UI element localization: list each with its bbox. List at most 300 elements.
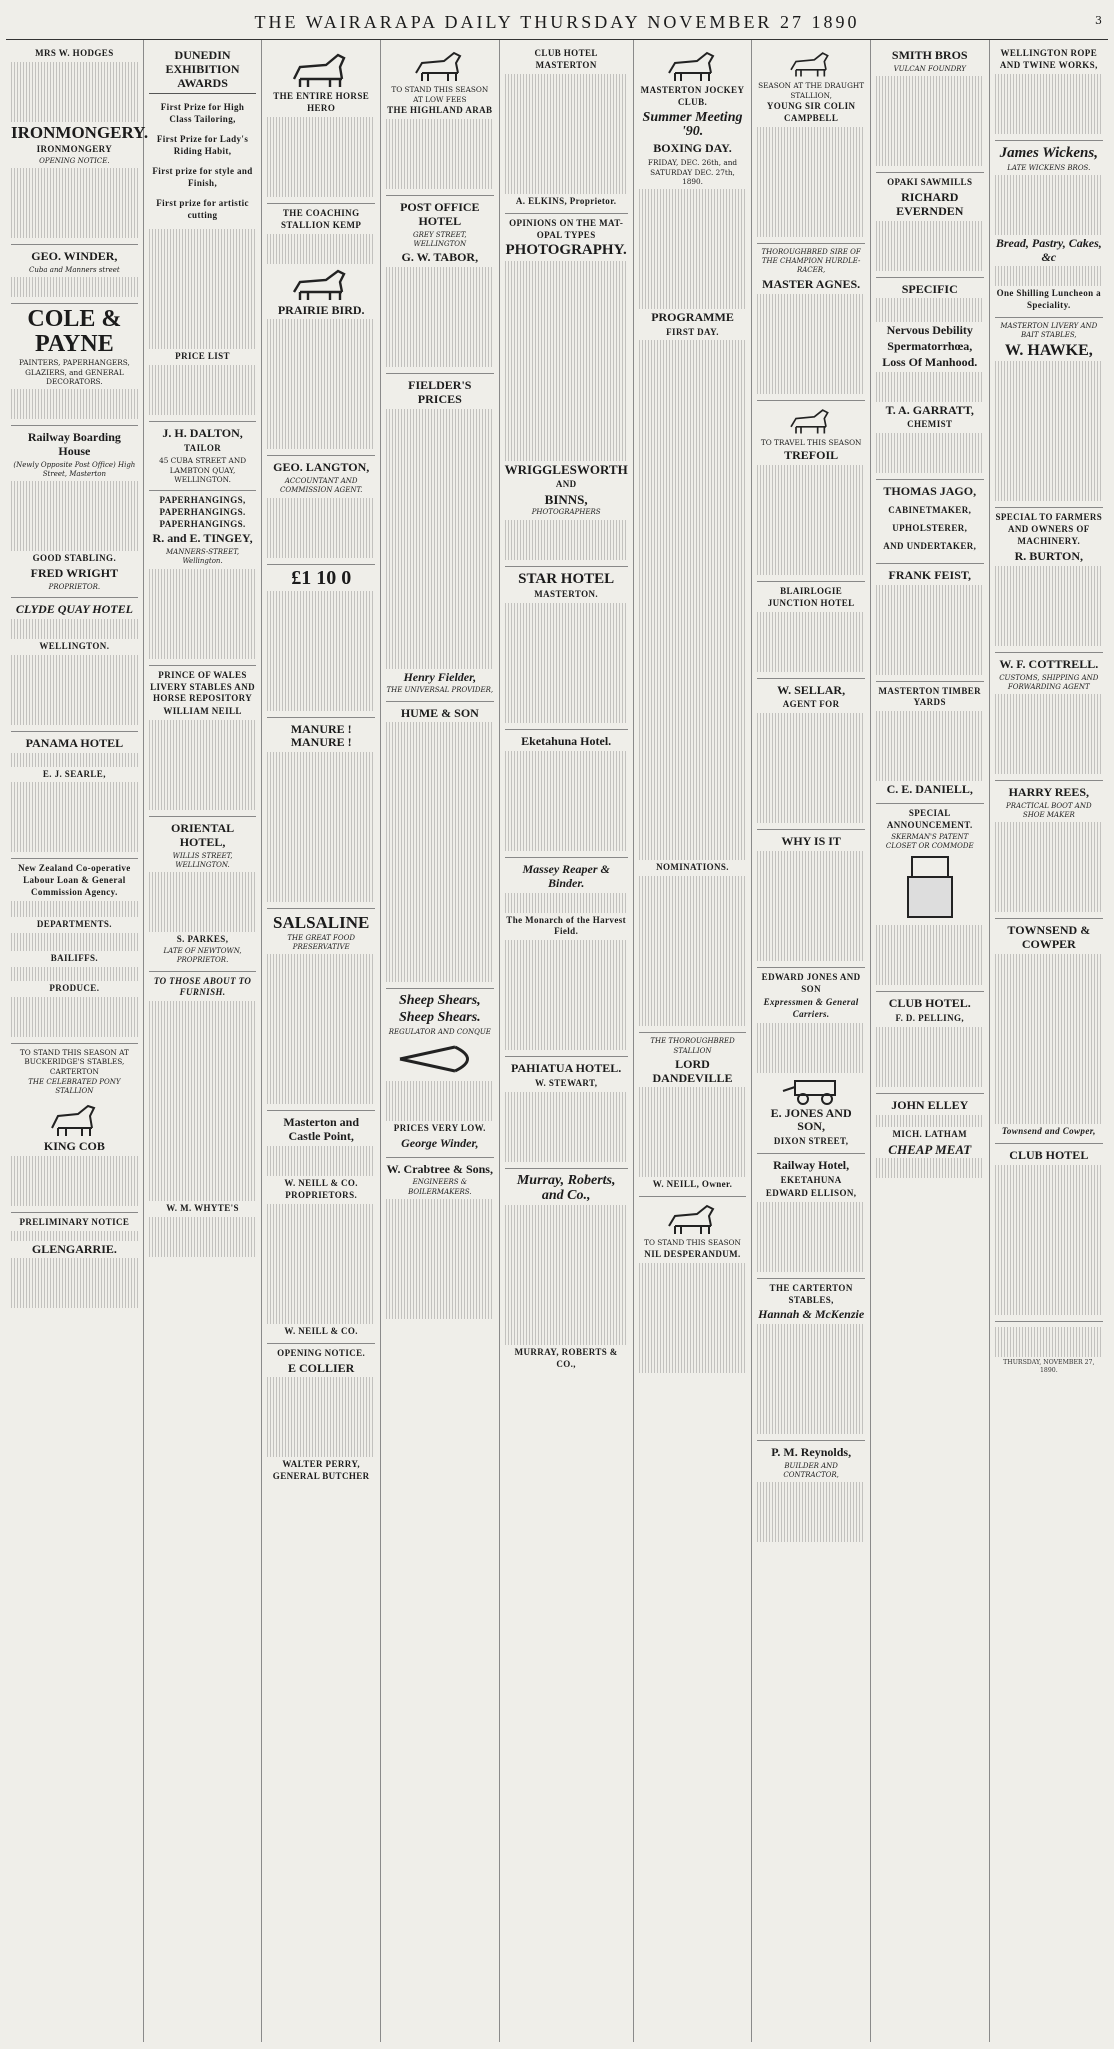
ad-crabtree — [386, 1158, 494, 1325]
award-line: First prize for style and Finish, — [152, 165, 253, 188]
ad-owner: G. W. TABOR, — [401, 250, 479, 265]
text-block — [267, 1146, 375, 1176]
text-block — [639, 189, 747, 309]
ad-subtitle: AGENT FOR — [782, 699, 840, 710]
ad-owner: George Winder, — [401, 1135, 479, 1150]
text-block — [11, 62, 138, 122]
text-block — [11, 619, 138, 639]
horse-illustration — [267, 49, 375, 89]
ad-title: NIL DESPERANDUM. — [644, 1248, 741, 1259]
text-block — [386, 267, 494, 367]
text-block — [995, 266, 1103, 286]
ad-subtitle: MANNERS-STREET, Wellington. — [166, 548, 240, 566]
ad-subtitle-2: PROPRIETOR. — [48, 582, 101, 591]
ad-subtitle: W. NEILL & CO. PROPRIETORS. — [284, 1178, 358, 1200]
page-number: 3 — [1095, 14, 1102, 27]
ad-title: FRANK FEIST, — [888, 567, 971, 582]
text-block — [757, 1324, 865, 1434]
ad-club-pelling — [876, 992, 984, 1094]
ad-owner: S. PARKES, — [176, 934, 229, 945]
text-block — [11, 481, 138, 551]
ad-subtitle: WILLIAM NEILL — [163, 706, 242, 717]
ad-subtitle: WILLIS STREET, WELLINGTON. — [172, 851, 233, 870]
ad-why — [757, 830, 865, 968]
ad-subtitle: BOXING DAY. — [653, 141, 732, 156]
ad-heading: TO TRAVEL THIS SEASON — [760, 437, 862, 447]
ad-title: ORIENTAL HOTEL, — [171, 821, 235, 849]
ad-star — [505, 567, 628, 731]
text-block — [995, 1327, 1103, 1357]
horse-illustration — [639, 49, 747, 83]
ad-owner: WRIGGLESWORTH — [504, 462, 628, 478]
horse-illustration — [386, 49, 494, 83]
text-block — [757, 294, 865, 394]
text-block — [639, 876, 747, 1026]
ad-title: LORD DANDEVILLE — [652, 1056, 733, 1085]
text-block — [757, 612, 865, 672]
ad-panama — [11, 732, 138, 860]
ad-timber — [876, 682, 984, 805]
text-block — [149, 1217, 257, 1257]
ad-heading: TO STAND THIS SEASON AT LOW FEES — [391, 85, 489, 104]
text-block — [876, 433, 984, 473]
ad-langton — [267, 456, 375, 564]
text-block — [757, 851, 865, 961]
ad-subtitle: CHEMIST — [907, 419, 953, 430]
ad-sellar — [757, 679, 865, 831]
ad-title: W. F. COTTRELL. — [999, 656, 1099, 671]
ad-title: SPECIFIC — [901, 281, 958, 296]
ad-note: PRICES VERY LOW. — [393, 1123, 486, 1134]
ad-rees — [995, 781, 1103, 919]
ad-title: STAR HOTEL — [518, 570, 615, 587]
ad-reynolds — [757, 1441, 865, 1548]
ad-furnish — [149, 972, 257, 1264]
ad-heading: OPINIONS ON THE MAT-OPAL TYPES — [509, 217, 624, 240]
text-block — [505, 893, 628, 913]
text-block — [757, 1202, 865, 1272]
ad-jones — [757, 968, 865, 1154]
text-block — [267, 234, 375, 264]
text-block — [876, 711, 984, 781]
ad-collier — [267, 1344, 375, 1488]
ad-title: HARRY REES, — [1008, 785, 1090, 800]
ad-smith — [876, 44, 984, 173]
ad-subtitle: LATE WICKENS BROS. — [1007, 163, 1091, 172]
ad-line: Loss Of Manhood. — [882, 354, 978, 369]
cart-illustration — [757, 1075, 865, 1105]
ad-club-hotel — [995, 1144, 1103, 1322]
ad-burton — [995, 508, 1103, 652]
ad-winder — [11, 245, 138, 304]
ad-elley — [876, 1094, 984, 1184]
ad-address: DIXON STREET, — [773, 1136, 849, 1147]
text-block — [386, 409, 494, 669]
text-block — [876, 585, 984, 675]
text-block — [11, 933, 138, 951]
masthead-title: THE WAIRARAPA DAILY THURSDAY NOVEMBER 27 1890 — [254, 12, 860, 32]
ad-title: Massey Reaper & Binder. — [522, 861, 610, 890]
ad-ropes — [995, 44, 1103, 141]
text-block — [11, 753, 138, 767]
ad-title: SALSALINE — [273, 913, 370, 933]
column-2 — [144, 40, 263, 2042]
ad-feist — [876, 564, 984, 682]
ad-trefoil — [757, 401, 865, 582]
ad-title: THE ENTIRE HORSE HERO — [273, 91, 370, 113]
ad-subtitle: THE CELEBRATED PONY STALLION — [28, 1077, 121, 1095]
ad-title: IRONMONGERY. — [11, 122, 149, 142]
text-block — [876, 221, 984, 271]
ad-heading: MRS W. HODGES — [35, 48, 114, 58]
ad-title: R. BURTON, — [1014, 548, 1083, 563]
ad-title: WHY IS IT — [781, 834, 841, 849]
ad-note: OPENING NOTICE. — [39, 156, 110, 165]
ad-subtitle: PRACTICAL BOOT AND SHOE MAKER — [1006, 801, 1092, 820]
text-block — [639, 1263, 747, 1373]
ad-title: THOMAS JAGO, — [883, 484, 977, 499]
ad-specific — [876, 278, 984, 481]
ad-clyde — [11, 598, 138, 732]
ad-sheep-shears — [386, 989, 494, 1157]
horse-illustration — [11, 1098, 138, 1138]
ad-subtitle: The Monarch of the Harvest Field. — [506, 914, 627, 937]
text-block — [995, 566, 1103, 646]
ad-owner-2: BINNS, — [544, 491, 588, 507]
ad-title: PHOTOGRAPHY. — [505, 242, 627, 259]
column-1 — [6, 40, 149, 2042]
text-block — [757, 127, 865, 237]
text-block — [11, 655, 138, 725]
ad-note: One Shilling Luncheon a Speciality. — [996, 288, 1102, 311]
programme-nominations: NOMINATIONS. — [656, 862, 729, 873]
horse-illustration — [267, 266, 375, 302]
text-block — [505, 603, 628, 723]
award-line: First Prize for Lady's Riding Habit, — [156, 134, 249, 157]
text-block — [995, 361, 1103, 501]
ad-title: FIELDER'S PRICES — [408, 377, 472, 406]
text-block — [11, 389, 138, 419]
ad-tingey — [149, 491, 257, 666]
ad-heading: TO STAND THIS SEASON AT BUCKERIDGE'S STABLES, CARTERTON — [19, 1047, 129, 1076]
ad-owner: T. A. GARRATT, — [885, 402, 974, 417]
text-block — [267, 1377, 375, 1457]
commode-illustration — [876, 853, 984, 923]
ad-subtitle: THE GREAT FOOD PRESERVATIVE — [287, 934, 355, 952]
ad-murray — [505, 1169, 628, 1376]
ad-title: KING COB — [43, 1139, 105, 1154]
text-block — [876, 1027, 984, 1087]
text-block — [757, 1023, 865, 1073]
shears-illustration — [386, 1039, 494, 1079]
text-block — [149, 365, 257, 415]
ad-owner-sub: THE UNIVERSAL PROVIDER, — [386, 686, 494, 695]
text-block — [11, 782, 138, 852]
text-block — [11, 277, 138, 297]
text-block — [876, 1158, 984, 1178]
text-block — [639, 1087, 747, 1177]
ad-owner: RICHARD EVERNDEN — [896, 189, 964, 218]
text-block — [11, 168, 138, 238]
ad-title: BLAIRLOGIE JUNCTION HOTEL — [767, 585, 855, 608]
ad-opaki — [876, 173, 984, 277]
ad-title: E COLLIER — [288, 1360, 355, 1375]
text-block — [505, 1092, 628, 1162]
ad-title: Eketahuna Hotel. — [521, 734, 612, 749]
programme-title: PROGRAMME — [651, 309, 734, 324]
ad-line: CABINETMAKER, — [888, 505, 972, 516]
ad-title: TOWNSEND & COWPER — [1007, 923, 1091, 952]
text-block — [876, 76, 984, 166]
horse-illustration — [757, 49, 865, 79]
ad-title: Summer Meeting '90. — [642, 109, 743, 140]
text-block — [267, 752, 375, 902]
ad-title: W. HAWKE, — [1004, 341, 1093, 359]
masthead — [6, 6, 1108, 40]
text-block — [149, 872, 257, 932]
ad-owner: EDWARD ELLISON, — [765, 1187, 857, 1198]
ad-owner: W. NEILL & CO. — [284, 1325, 358, 1336]
text-block — [505, 751, 628, 851]
text-block — [149, 569, 257, 659]
ad-address: 45 CUBA STREET AND LAMBTON QUAY, WELLINGTON. — [159, 455, 247, 485]
ad-subtitle: REGULATOR AND CONQUE — [388, 1027, 491, 1036]
ad-subtitle: PAINTERS, PAPERHANGERS, GLAZIERS, and GENERAL DECORATORS. — [18, 358, 130, 387]
ad-title: W. Crabtree & Sons, — [386, 1161, 493, 1176]
ad-club — [505, 44, 628, 214]
ad-owner-sub: LATE OF NEWTOWN, PROPRIETOR. — [163, 947, 242, 965]
text-block — [11, 1231, 138, 1241]
ad-title: THE COACHING STALLION KEMP — [281, 207, 362, 230]
ad-title-2: FRED WRIGHT — [30, 566, 119, 581]
ad-subtitle: Expressmen & General Carriers. — [763, 996, 859, 1019]
ad-heading: MASTERTON JOCKEY CLUB. — [640, 85, 745, 107]
text-block — [757, 713, 865, 823]
ad-note: GOOD STABLING. — [32, 553, 117, 564]
ad-title: CLUB HOTEL — [1009, 1147, 1089, 1162]
text-block — [876, 372, 984, 402]
text-block — [149, 229, 257, 349]
ad-title: TREFOIL — [784, 448, 839, 463]
ad-blairlogie — [757, 582, 865, 679]
ad-line: Spermatorrhœa, — [887, 339, 973, 354]
ad-title: GEO. WINDER, — [31, 248, 118, 263]
ad-nil — [639, 1197, 747, 1379]
text-block — [386, 722, 494, 982]
ad-title: Masterton and Castle Point, — [283, 1115, 360, 1144]
ad-pahiatua — [505, 1057, 628, 1169]
ad-hume — [386, 702, 494, 990]
ad-title: PAHIATUA HOTEL. — [511, 1061, 622, 1076]
ad-note: CHEAP MEAT — [888, 1141, 972, 1157]
ad-title: YOUNG SIR COLIN CAMPBELL — [766, 101, 856, 124]
ad-coop — [11, 859, 138, 1043]
ad-title: CLYDE QUAY HOTEL — [15, 602, 133, 617]
column-4 — [381, 40, 500, 2042]
text-block — [267, 319, 375, 449]
ad-line: Bread, Pastry, Cakes, &c — [995, 235, 1102, 264]
ad-title: DUNEDIN EXHIBITION AWARDS — [165, 48, 240, 90]
ad-dalton — [149, 422, 257, 491]
ad-kemp — [267, 204, 375, 457]
ad-massey — [505, 858, 628, 1057]
ad-salsaline — [267, 909, 375, 1111]
imprint-date: THURSDAY, NOVEMBER 27, 1890. — [1003, 1358, 1095, 1374]
ad-title: PANAMA HOTEL — [25, 735, 124, 750]
ad-dandeville — [639, 1033, 747, 1197]
ad-title: £1 10 0 — [291, 566, 352, 589]
ad-prince — [149, 666, 257, 818]
ad-owner: A. ELKINS, Proprietor. — [515, 195, 617, 206]
ad-heading: SEASON AT THE DRAUGHT STALLION, — [758, 81, 865, 100]
text-block — [386, 1081, 494, 1121]
ad-and: AND — [555, 478, 577, 489]
ad-oriental — [149, 817, 257, 971]
ad-line: UPHOLSTERER, — [892, 523, 968, 534]
ad-subtitle: CUSTOMS, SHIPPING AND FORWARDING AGENT — [999, 673, 1099, 691]
ad-hero — [267, 44, 375, 204]
ad-hannah — [757, 1279, 865, 1442]
ad-owner: W. M. WHYTE'S — [166, 1203, 239, 1214]
ad-subtitle: BUILDER AND CONTRACTOR, — [783, 1462, 839, 1480]
ad-section: PRODUCE. — [49, 982, 100, 993]
ad-subtitle: ENGINEERS & BOILERMAKERS. — [408, 1178, 472, 1196]
ad-subtitle: VULCAN FOUNDRY — [893, 64, 966, 73]
ad-heading: SPECIAL ANNOUNCEMENT. — [886, 808, 973, 830]
ad-subtitle: MASTERTON LIVERY AND BAIT STABLES, — [1000, 322, 1098, 340]
text-block — [267, 117, 375, 197]
ad-subtitle: ACCOUNTANT AND COMMISSION AGENT. — [280, 477, 363, 495]
ad-subtitle: TAILOR — [183, 443, 222, 454]
text-block — [267, 591, 375, 711]
ad-master-agnes — [757, 244, 865, 401]
text-block — [505, 74, 628, 194]
ad-owner: C. E. DANIELL, — [886, 782, 973, 797]
ad-glengarrie — [11, 1213, 138, 1315]
ad-title: CLUB HOTEL MASTERTON — [534, 48, 598, 70]
ad-title: EDWARD JONES AND SON — [761, 972, 861, 995]
ad-title-2: PAYNE — [35, 331, 114, 358]
text-block — [11, 997, 138, 1037]
ad-skerman — [876, 804, 984, 992]
text-block — [11, 967, 138, 981]
ad-heading: TO STAND THIS SEASON — [644, 1238, 741, 1248]
ad-subtitle: GREY STREET, WELLINGTON — [412, 230, 467, 248]
text-block — [11, 901, 138, 917]
ad-wickens — [995, 141, 1103, 318]
ad-title: JOHN ELLEY — [891, 1098, 969, 1113]
ad-title: James Wickens, — [999, 144, 1098, 161]
ad-coach — [267, 1111, 375, 1343]
ad-post-office — [386, 196, 494, 374]
ad-subtitle: IRONMONGERY — [36, 143, 113, 154]
ad-hodges — [11, 44, 149, 245]
ad-section: BAILIFFS. — [50, 952, 99, 963]
ad-title: Sheep Shears, — [398, 993, 481, 1009]
ad-section: DEPARTMENTS. — [36, 919, 112, 930]
text-block — [505, 1205, 628, 1345]
ad-townsend — [995, 919, 1103, 1143]
ad-subtitle: THOROUGHBRED SIRE OF THE CHAMPION HURDLE-RACER, — [761, 248, 861, 275]
ad-subtitle: (Newly Opposite Post Office) High Street, Masterton — [13, 460, 136, 478]
ad-title: P. M. Reynolds, — [771, 1445, 852, 1460]
ad-title: OPAKI SAWMILLS — [887, 177, 973, 188]
ad-title-2: Sheep Shears. — [398, 1010, 481, 1026]
column-5 — [500, 40, 634, 2042]
text-block — [386, 1199, 494, 1319]
ad-line: Nervous Debility — [886, 323, 973, 338]
ad-title: Railway Hotel, — [773, 1158, 850, 1173]
ad-heading: OPENING NOTICE. — [277, 1347, 366, 1358]
ad-title: THE HIGHLAND ARAB — [387, 105, 493, 116]
ad-jago — [876, 480, 984, 563]
text-block — [267, 954, 375, 1104]
text-block — [995, 175, 1103, 235]
text-block — [995, 822, 1103, 912]
ad-title: Hannah & McKenzie — [758, 1307, 865, 1322]
ad-dunedin — [149, 44, 257, 422]
text-block — [639, 340, 747, 860]
ad-title: COLE & — [27, 305, 122, 332]
ad-owner: Townsend and Cowper, — [1001, 1125, 1096, 1136]
ad-title: MASTERTON TIMBER YARDS — [878, 685, 982, 708]
text-block — [267, 1204, 375, 1324]
ad-railway — [11, 426, 138, 598]
ad-cottrell — [995, 653, 1103, 781]
columns — [6, 40, 1108, 2042]
text-block — [505, 940, 628, 1050]
text-block — [876, 1115, 984, 1127]
column-6 — [634, 40, 753, 2042]
horse-illustration — [757, 406, 865, 436]
ad-loans — [267, 565, 375, 718]
ad-cole-payne — [11, 304, 138, 426]
ad-title: HUME & SON — [400, 705, 479, 720]
ad-arab — [386, 44, 494, 196]
ad-place: WELLINGTON. — [39, 640, 110, 651]
ad-title: SKERMAN'S PATENT CLOSET OR COMMODE — [885, 832, 974, 851]
text-block — [876, 925, 984, 985]
ad-hawke — [995, 318, 1103, 508]
ad-king-cob — [11, 1044, 138, 1213]
ad-title: MANURE ! MANURE ! — [290, 721, 352, 750]
ad-subtitle: Cuba and Manners street — [29, 265, 120, 274]
ad-title: GEO. LANGTON, — [273, 460, 370, 475]
ad-title: Murray, Roberts, and Co., — [516, 1172, 616, 1203]
ad-line: AND UNDERTAKER, — [883, 540, 977, 551]
ad-place: EKETAHUNA — [780, 1174, 842, 1185]
ad-owner: W. STEWART, — [534, 1078, 598, 1089]
ad-title: PRINCE OF WALES LIVERY STABLES AND HORSE REPOSITORY — [150, 669, 256, 704]
text-block — [149, 1001, 257, 1201]
column-9 — [990, 40, 1108, 2042]
ad-owner: MURRAY, ROBERTS & CO., — [514, 1347, 618, 1370]
ad-title: R. and E. TINGEY, — [152, 531, 253, 546]
ad-sir-colin — [757, 44, 865, 244]
ad-fielder — [386, 374, 494, 702]
horse-illustration — [639, 1202, 747, 1236]
text-block — [505, 520, 628, 560]
text-block — [11, 1156, 138, 1206]
ad-owner: W. NEILL, Owner. — [652, 1179, 733, 1190]
programme-day: FIRST DAY. — [666, 326, 719, 337]
ad-title-2: WALTER PERRY, GENERAL BUTCHER — [272, 1459, 370, 1482]
ad-subtitle: E. J. SEARLE, — [42, 768, 106, 779]
ad-title: CLUB HOTEL. — [888, 996, 971, 1011]
ad-title: W. SELLAR, — [777, 682, 846, 697]
text-block — [995, 74, 1103, 134]
ad-manure — [267, 718, 375, 910]
